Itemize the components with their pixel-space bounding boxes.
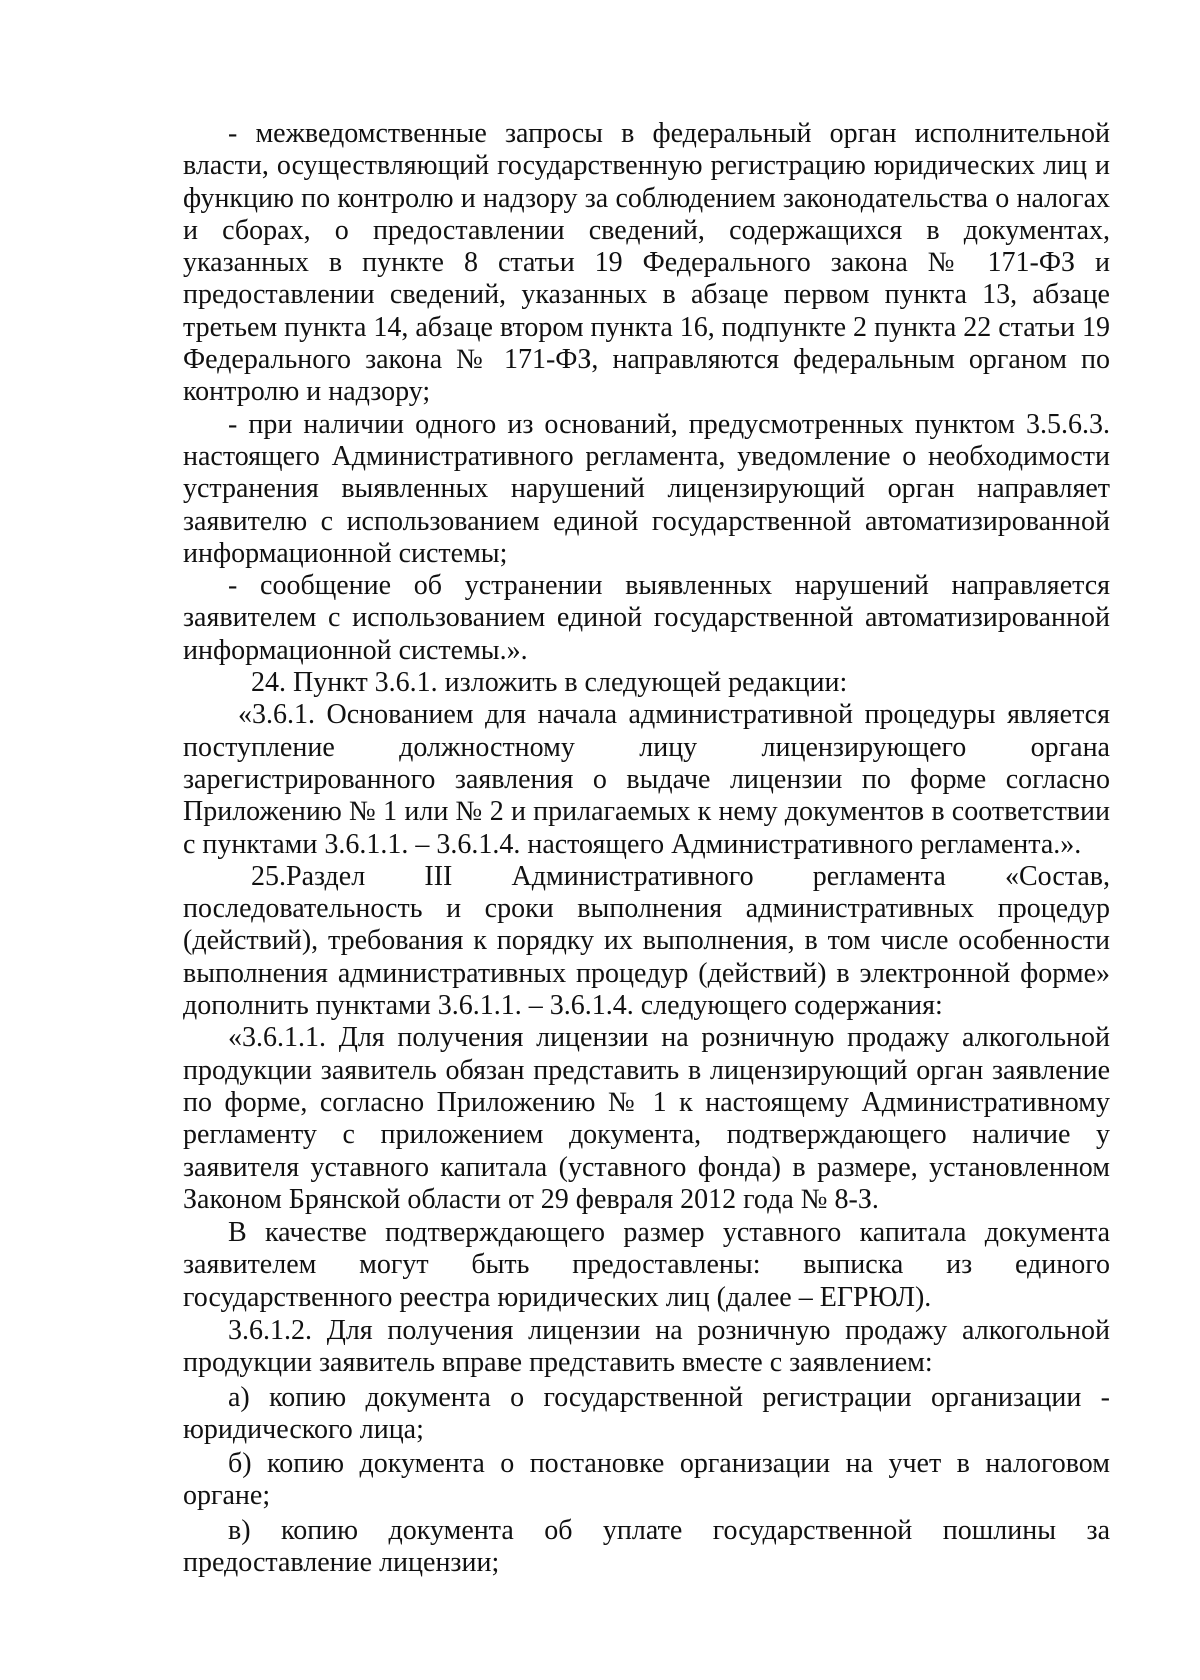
paragraph-item-25: 25.Раздел III Административного регламента «Состав, последовательность и сроки выполнения административных процедур (действий), требования к порядку их выполнения, в том числе особенности выполнения административных процедур (действий) в электронной форме» дополнить пунктами 3.6.1.1. – 3.6.1.4. следующего содержания: [183, 860, 1110, 1022]
paragraph-item-24: 24. Пункт 3.6.1. изложить в следующей редакции: [251, 667, 848, 699]
paragraph-violation-notice: - при наличии одного из оснований, предусмотренных пунктом 3.5.6.3. настоящего Административного регламента, уведомление о необходимости устранения выявленных нарушений лицензирующий орган направляет заявителю с использованием единой государственной автоматизированной информационной системы; [183, 408, 1110, 569]
paragraph-capital-confirmation: В качестве подтверждающего размер уставного капитала документа заявителем могут быть предоставлены: выписка из единого государственного реестра юридических лиц (далее – ЕГРЮЛ). [183, 1217, 1110, 1313]
paragraph-violation-elimination: - сообщение об устранении выявленных нарушений направляется заявителем с использованием единой государственной автоматизированной информационной системы.». [183, 570, 1110, 666]
list-item-a: а) копию документа о государственной регистрации организации - юридического лица; [183, 1381, 1110, 1445]
list-item-b: б) копию документа о постановке организации на учет в налоговом органе; [183, 1448, 1110, 1512]
list-item-v: в) копию документа об уплате государственной пошлины за предоставление лицензии; [183, 1514, 1110, 1579]
document-page [183, 118, 1110, 1579]
paragraph-clause-3-6-1-2: 3.6.1.2. Для получения лицензии на розничную продажу алкогольной продукции заявитель вправе представить вместе с заявлением: [183, 1314, 1110, 1379]
paragraph-clause-3-6-1: «3.6.1. Основанием для начала административной процедуры является поступление должностному лицу лицензирующего органа зарегистрированного заявления о выдаче лицензии по форме согласно Приложению № 1 или № 2 и прилагаемых к нему документов в соответствии с пунктами 3.6.1.1. – 3.6.1.4. настоящего Административного регламента.». [183, 699, 1110, 860]
paragraph-clause-3-6-1-1: «3.6.1.1. Для получения лицензии на розничную продажу алкогольной продукции заявитель обязан представить в лицензирующий орган заявление по форме, согласно Приложению № 1 к настоящему Административному регламенту с приложением документа, подтверждающего наличие у заявителя уставного капитала (уставного фонда) в размере, установленном Законом Брянской области от 29 февраля 2012 года № 8-З. [183, 1022, 1110, 1215]
paragraph-interagency-requests: - межведомственные запросы в федеральный орган исполнительной власти, осуществляющий государственную регистрацию юридических лиц и функцию по контролю и надзору за соблюдением законодательства о налогах и сборах, о предоставлении сведений, содержащихся в документах, указанных в пункте 8 статьи 19 Федерального закона № 171-ФЗ и предоставлении сведений, указанных в абзаце первом пункта 13, абзаце третьем пункта 14, абзаце втором пункта 16, подпункте 2 пункта 22 статьи 19 Федерального закона № 171-ФЗ, направляются федеральным органом по контролю и надзору; [183, 118, 1110, 408]
